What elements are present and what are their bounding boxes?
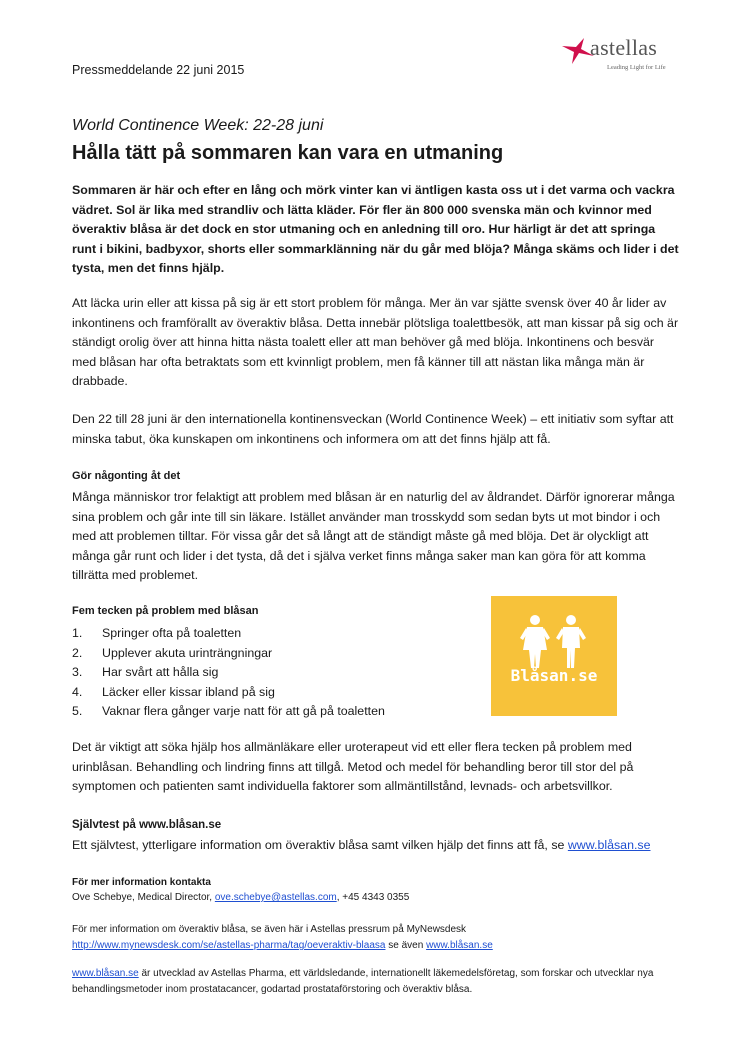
list-item: 3. Har svårt att hålla sig (72, 665, 219, 679)
section-heading-signs: Fem tecken på problem med blåsan (72, 605, 259, 617)
email-link[interactable]: ove.schebye@astellas.com (214, 892, 337, 903)
article-lead: Sommaren är här och efter en lång och mörk vinter kan vi äntligen kasta oss ut i det varma och vackra vädret. Sol är lika med strandliv och lätta kläder. För fler än 800 000 svenska män och kvinnor med överaktiv blåsa är det dock en stor utmaning och en anledning till oro. Hur härligt är det att springa runt i bikini, badbyxor, shorts eller sommarklänning när du går med blöja? Många skäms och lider i det tysta, men det finns hjälp. (72, 183, 679, 275)
list-item: 1. Springer ofta på toaletten (72, 626, 242, 640)
article-kicker: World Continence Week: 22-28 juni (72, 117, 324, 134)
paragraph-3: Många människor tror felaktigt att problem med blåsan är en naturlig del av åldrandet. Därför ignorerar många sina problem och går inte till sin läkare. Istället använder man trosskydd som sedan byts ut mot bindor i och med att problemen tilltar. För vissa går det så långt att de ständigt måste gå med blöja. Det är olyckligt att många går runt och lider i det tysta, då det i själva verket finns många saker man kan göra för att komma tillrätta med problemet. (72, 490, 675, 582)
more-info-block: För mer information om överaktiv blåsa, se även här i Astellas pressrum på MyNewsdesk http://www.mynewsdesk.com/se/astellas-pharma/tag/oeveraktiv-blaasa se även www.blåsan.se (72, 922, 692, 954)
contact-line: Ove Schebye, Medical Director, ove.schebye@astellas.com, +45 4343 0355 (72, 892, 410, 903)
about-block: www.blåsan.se är utvecklad av Astellas Pharma, ett världsledande, internationellt läkemedelsföretag, som forskar och utvecklar nya behandlingsmetoder inom prostatacancer, godartad prostataförstoring och överaktiv blåsa. (72, 968, 654, 995)
section-heading-selftest: Självtest på www.blåsan.se (72, 819, 222, 831)
blasan-badge (491, 596, 617, 716)
paragraph-5: Ett självtest, ytterligare information om överaktiv blåsa samt vilken hjälp det finns att få, se www.blåsan.se (72, 838, 651, 852)
paragraph-4: Det är viktigt att söka hjälp hos allmänläkare eller uroterapeut vid ett eller flera tecken på problem med urinblåsan. Behandling och lindring finns att tillgå. Metod och medel för behandling beror till stor del på symptomen och patienten samt individuella faktorer som allmäntillstånd, levnads- och arbetsvillkor. (72, 740, 634, 793)
blasan-link[interactable]: www.blåsan.se (72, 968, 139, 979)
contact-heading: För mer information kontakta (72, 877, 211, 888)
mynewsdesk-link[interactable]: http://www.mynewsdesk.com/se/astellas-pharma/tag/oeveraktiv-blaasa (72, 940, 386, 951)
article-title: Hålla tätt på sommaren kan vara en utmaning (72, 142, 504, 164)
blasan-link[interactable]: www.blåsan.se (567, 838, 651, 852)
press-date: Pressmeddelande 22 juni 2015 (72, 63, 245, 77)
list-item: 5. Vaknar flera gånger varje natt för att gå på toaletten (72, 704, 385, 718)
logo-wordmark: astellas (590, 35, 658, 60)
more-info-text: För mer information om överaktiv blåsa, se även här i Astellas pressrum på MyNewsdesk (72, 924, 467, 935)
list-item: 2. Upplever akuta urinträngningar (72, 645, 273, 660)
list-item: 4. Läcker eller kissar ibland på sig (72, 684, 275, 699)
signs-list (72, 624, 452, 722)
section-heading-act: Gör någonting åt det (72, 470, 181, 482)
toilet-figures-icon (517, 614, 591, 670)
logo-tagline: Leading Light for Life (607, 64, 666, 71)
blasan-link[interactable]: www.blåsan.se (426, 940, 493, 951)
astellas-logo (560, 34, 710, 82)
paragraph-1: Att läcka urin eller att kissa på sig är ett stort problem för många. Mer än var sjätte svensk över 40 år lider av inkontinens och framförallt av överaktiv blåsa. Detta innebär plötsliga toalettbesök, att man kissar på sig och är ständigt orolig över att hinna hitta nästa toalett eller att man behöver gå med blöja. Inkontinens och besvär med blåsan har ofta betraktats som ett kvinnligt problem, men få känner till att nästan lika många män är drabbade. (72, 296, 679, 388)
paragraph-2: Den 22 till 28 juni är den internationella kontinensveckan (World Continence Week) – ett initiativ som syftar att minska tabut, öka kunskapen om inkontinens och informera om att det finns hjälp att få. (72, 412, 674, 446)
badge-label: Blåsan.se (510, 666, 598, 685)
